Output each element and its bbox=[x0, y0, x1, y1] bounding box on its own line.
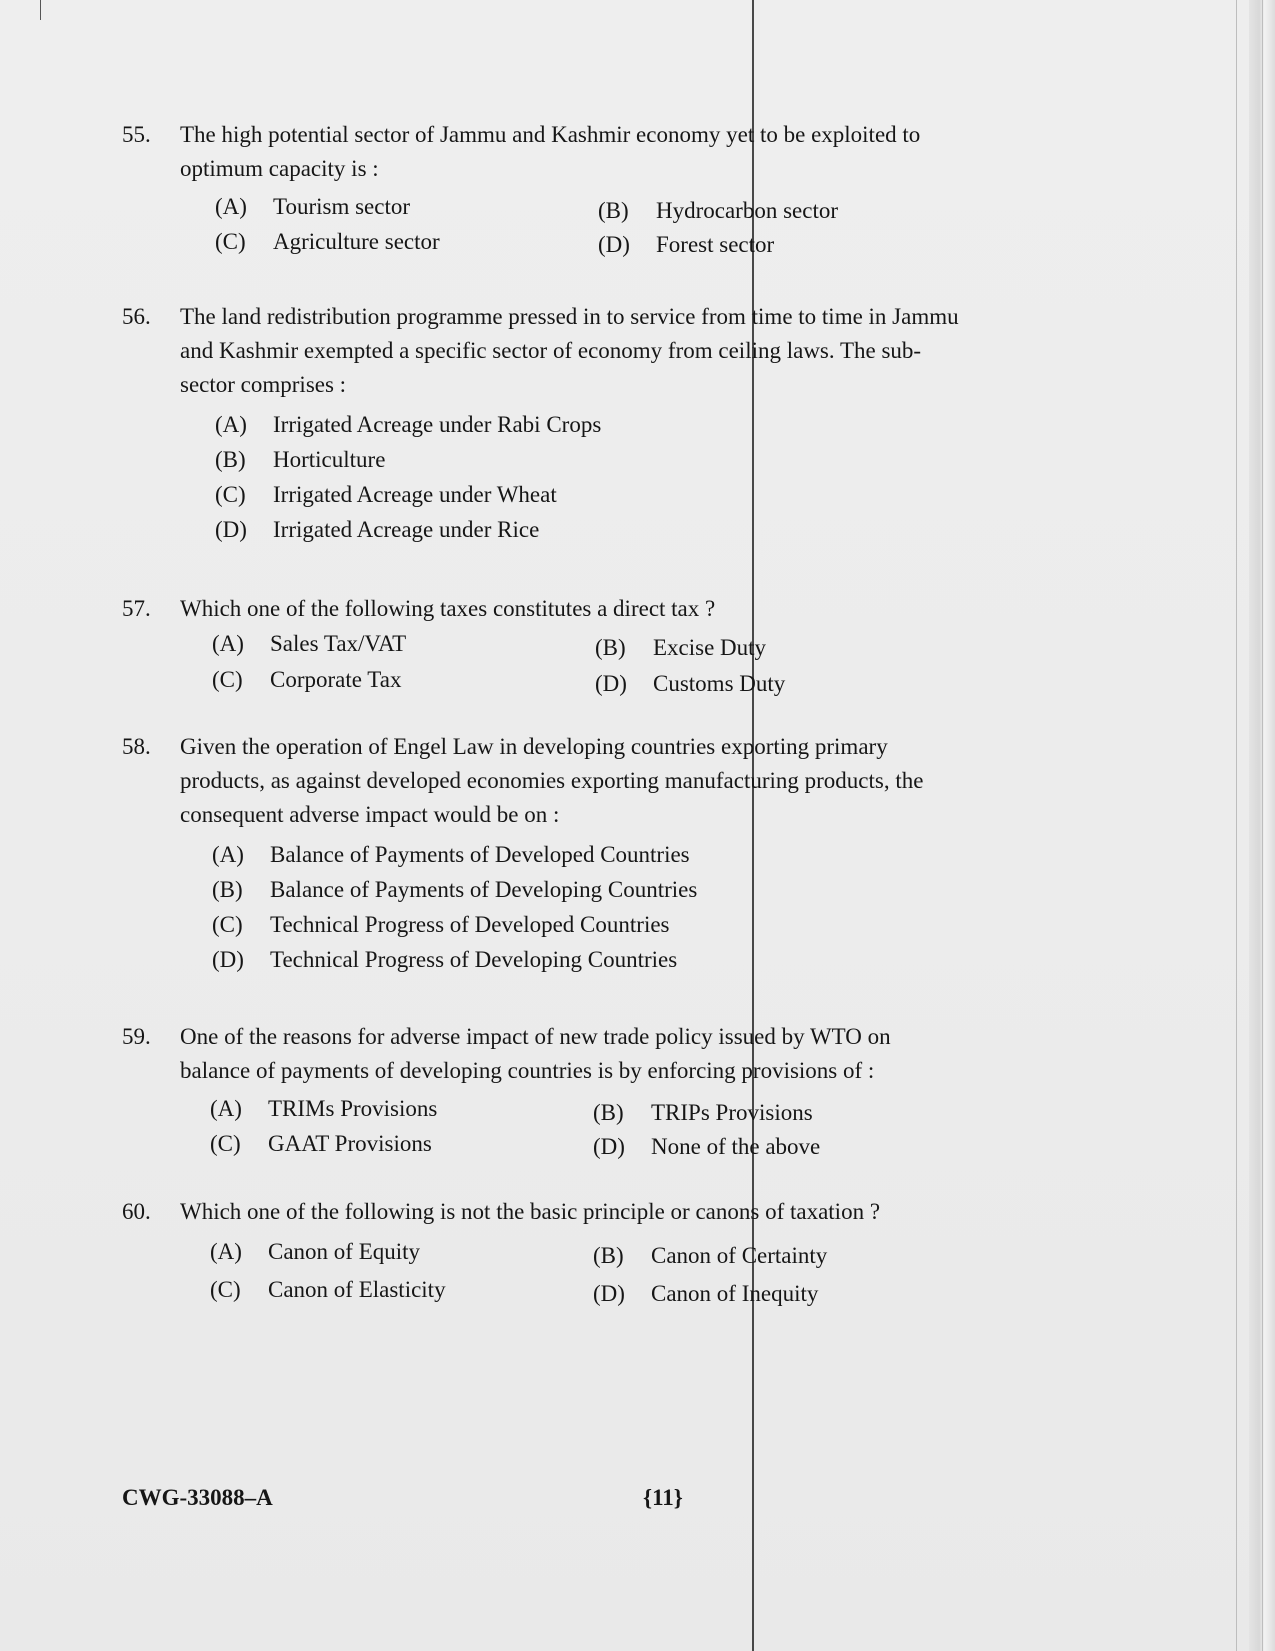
option-letter: (A) bbox=[210, 1239, 242, 1264]
option-letter: (D) bbox=[593, 1281, 625, 1306]
option-a[interactable] bbox=[210, 1235, 420, 1269]
question-text: The high potential sector of Jammu and Kashmir economy yet to be exploited to optimum capacity is : bbox=[180, 122, 921, 181]
question-number: 55. bbox=[122, 122, 151, 147]
option-d[interactable] bbox=[595, 667, 785, 701]
option-d[interactable] bbox=[598, 228, 774, 262]
option-c[interactable] bbox=[212, 663, 401, 697]
option-letter: (A) bbox=[210, 1096, 242, 1121]
option-a[interactable] bbox=[215, 190, 410, 224]
option-letter: (B) bbox=[593, 1243, 624, 1268]
option-letter: (D) bbox=[593, 1134, 625, 1159]
option-c[interactable] bbox=[215, 225, 440, 259]
option-c[interactable] bbox=[215, 478, 557, 512]
option-letter: (D) bbox=[212, 947, 244, 972]
option-letter: (B) bbox=[593, 1100, 624, 1125]
option-letter: (D) bbox=[215, 517, 247, 542]
option-text: Irrigated Acreage under Rice bbox=[273, 517, 540, 542]
option-letter: (A) bbox=[215, 194, 247, 219]
option-letter: (B) bbox=[212, 877, 243, 902]
scan-tick-mark bbox=[40, 0, 41, 20]
option-text: Irrigated Acreage under Rabi Crops bbox=[273, 412, 602, 437]
option-letter: (D) bbox=[595, 671, 627, 696]
option-a[interactable] bbox=[210, 1092, 437, 1126]
option-letter: (C) bbox=[215, 482, 246, 507]
option-letter: (C) bbox=[210, 1131, 241, 1156]
option-text: Tourism sector bbox=[273, 194, 411, 219]
question-text: Which one of the following is not the basic principle or canons of taxation ? bbox=[180, 1199, 881, 1224]
option-letter: (D) bbox=[598, 232, 630, 257]
option-text: Canon of Certainty bbox=[651, 1243, 828, 1268]
question-number: 59. bbox=[122, 1024, 151, 1049]
page-number: {11} bbox=[643, 1485, 683, 1510]
option-letter: (B) bbox=[215, 447, 246, 472]
option-text: Technical Progress of Developed Countries bbox=[270, 912, 670, 937]
option-text: Excise Duty bbox=[653, 635, 767, 660]
question-text: One of the reasons for adverse impact of new trade policy issued by WTO on balance of payments of developing countries is by enforcing provisions of : bbox=[180, 1024, 891, 1083]
option-letter: (A) bbox=[212, 842, 244, 867]
option-text: Canon of Inequity bbox=[651, 1281, 819, 1306]
option-d[interactable] bbox=[593, 1130, 820, 1164]
option-d[interactable] bbox=[593, 1277, 818, 1311]
option-letter: (C) bbox=[210, 1277, 241, 1302]
option-a[interactable] bbox=[212, 627, 406, 661]
question-text: Given the operation of Engel Law in developing countries exporting primary products, as against developed economies exporting manufacturing products, the consequent adverse impact would be on : bbox=[180, 734, 924, 827]
option-a[interactable] bbox=[212, 838, 690, 872]
option-text: Horticulture bbox=[273, 447, 386, 472]
question-number: 60. bbox=[122, 1199, 151, 1224]
option-b[interactable] bbox=[593, 1096, 813, 1130]
option-text: Balance of Payments of Developing Countries bbox=[270, 877, 698, 902]
option-text: Customs Duty bbox=[653, 671, 786, 696]
option-d[interactable] bbox=[215, 513, 539, 547]
option-b[interactable] bbox=[598, 194, 838, 228]
option-text: Corporate Tax bbox=[270, 667, 402, 692]
option-text: Balance of Payments of Developed Countries bbox=[270, 842, 690, 867]
option-b[interactable] bbox=[215, 443, 385, 477]
question-number: 58. bbox=[122, 734, 151, 759]
option-text: Hydrocarbon sector bbox=[656, 198, 839, 223]
option-c[interactable] bbox=[210, 1273, 446, 1307]
question-number: 57. bbox=[122, 596, 151, 621]
option-text: Canon of Elasticity bbox=[268, 1277, 446, 1302]
option-c[interactable] bbox=[210, 1127, 432, 1161]
option-text: Technical Progress of Developing Countries bbox=[270, 947, 678, 972]
option-text: Forest sector bbox=[656, 232, 775, 257]
option-d[interactable] bbox=[212, 943, 677, 977]
option-text: TRIPs Provisions bbox=[651, 1100, 813, 1125]
option-text: Agriculture sector bbox=[273, 229, 440, 254]
option-text: GAAT Provisions bbox=[268, 1131, 432, 1156]
option-letter: (B) bbox=[598, 198, 629, 223]
option-letter: (B) bbox=[595, 635, 626, 660]
option-c[interactable] bbox=[212, 908, 670, 942]
option-b[interactable] bbox=[212, 873, 697, 907]
option-b[interactable] bbox=[593, 1239, 827, 1273]
question-number: 56. bbox=[122, 304, 151, 329]
option-text: TRIMs Provisions bbox=[268, 1096, 438, 1121]
option-letter: (C) bbox=[212, 667, 243, 692]
option-text: Irrigated Acreage under Wheat bbox=[273, 482, 557, 507]
option-letter: (C) bbox=[215, 229, 246, 254]
option-a[interactable] bbox=[215, 408, 601, 442]
option-text: None of the above bbox=[651, 1134, 821, 1159]
edge-line bbox=[1262, 0, 1263, 1651]
option-b[interactable] bbox=[595, 631, 766, 665]
question-text: The land redistribution programme pressed in to service from time to time in Jammu and Kashmir exempted a specific sector of economy from ceiling laws. The sub-sector comprises : bbox=[180, 304, 959, 397]
question-text: Which one of the following taxes constitutes a direct tax ? bbox=[180, 596, 716, 621]
option-text: Canon of Equity bbox=[268, 1239, 421, 1264]
option-letter: (C) bbox=[212, 912, 243, 937]
option-letter: (A) bbox=[212, 631, 244, 656]
option-letter: (A) bbox=[215, 412, 247, 437]
edge-line bbox=[1236, 0, 1237, 1651]
paper-code: CWG-33088–A bbox=[122, 1485, 273, 1510]
option-text: Sales Tax/VAT bbox=[270, 631, 407, 656]
